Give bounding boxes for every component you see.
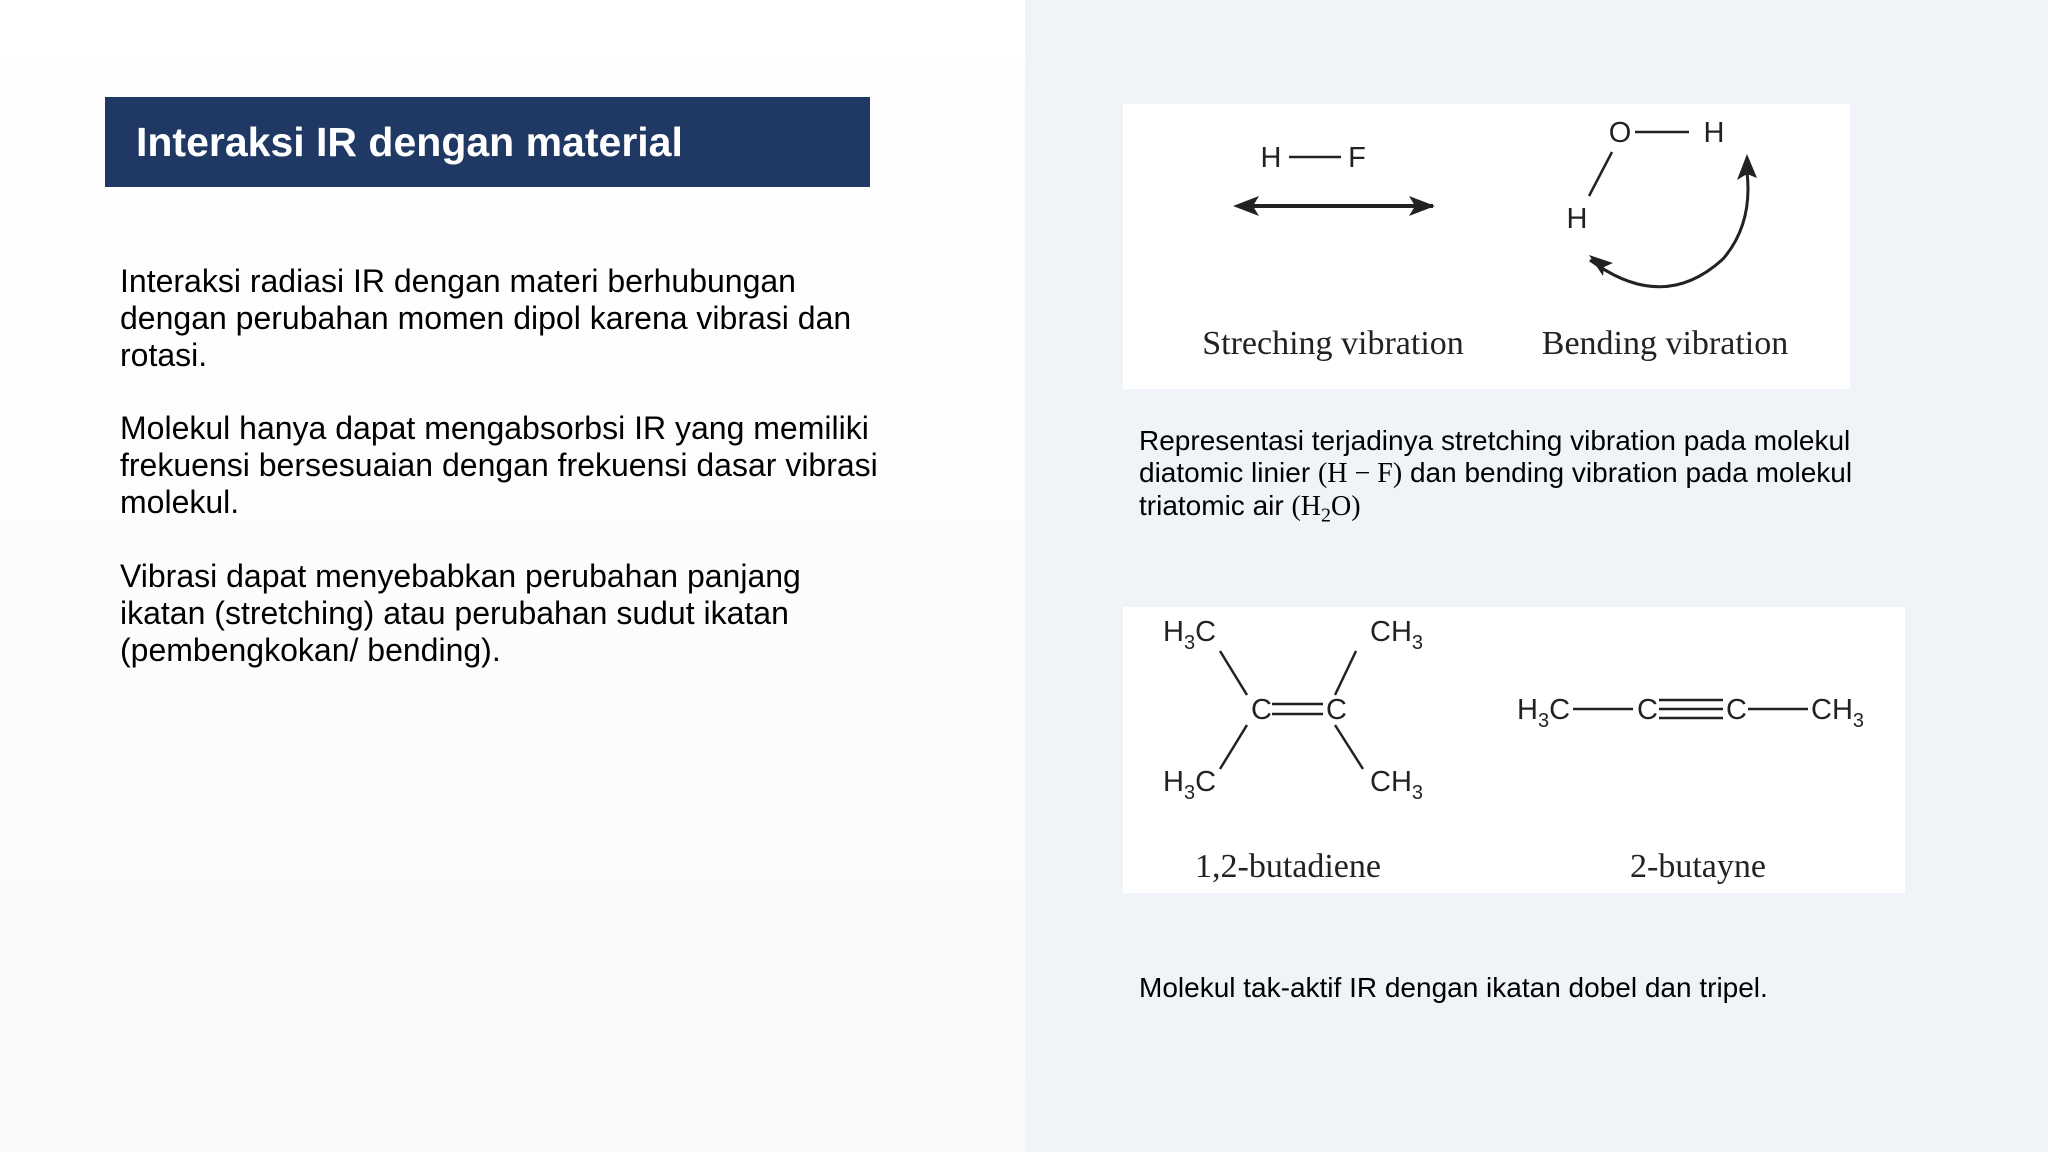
bending-label: Bending vibration [1541, 325, 1789, 362]
h3c-bottom-left: $H_3C$ [1163, 766, 1217, 804]
bend-arrow-icon [1589, 154, 1757, 287]
vibration-diagram [1123, 104, 1850, 389]
atom-h-bottom: H [1566, 203, 1588, 235]
ch3-top-right: $CH_3$ [1370, 616, 1424, 654]
h3c-top-left: $H_3C$ [1163, 616, 1217, 654]
butyne-carbon-right: C [1726, 694, 1747, 726]
molecules-diagram [1123, 607, 1905, 893]
vibration-figure [1123, 104, 1850, 389]
atom-h-top: H [1703, 117, 1725, 149]
caption1-text-a: Representasi terjadinya stretching vibration pada molekul diatomic linier [1139, 425, 1851, 488]
butadiene-label: 1,2-butadiene [1195, 848, 1381, 885]
molecules-caption: Molekul tak-aktif IR dengan ikatan dobel dan tripel. [1139, 972, 1768, 1003]
oh-bond-angled [1589, 152, 1612, 196]
atom-o: O [1608, 117, 1632, 149]
h2o-molecule [1567, 117, 1725, 235]
butyne-ch3: $CH_3$ [1811, 694, 1865, 732]
caption1-math-h2o: $(H_2O)$ [1291, 491, 1361, 527]
butadiene-structure [1163, 616, 1423, 804]
caption1-math-hf: (H − F) [1317, 458, 1403, 489]
carbon-right: C [1326, 694, 1347, 726]
butyne-h3c: $H_3C$ [1517, 694, 1571, 732]
paragraph-vibration-types: Vibrasi dapat menyebabkan perubahan panjang ikatan (stretching) atau perubahan sudut ikatan (pembengkokan/ bending). [120, 558, 801, 668]
paragraph-absorption: Molekul hanya dapat mengabsorbsi IR yang memiliki frekuensi bersesuaian dengan frekuensi dasar vibrasi molekul. [120, 410, 878, 520]
paragraph-dipole: Interaksi radiasi IR dengan materi berhubungan dengan perubahan momen dipol karena vibrasi dan rotasi. [120, 263, 852, 373]
slide-title: Interaksi IR dengan material [136, 118, 683, 165]
ch3-bottom-right: $CH_3$ [1370, 766, 1424, 804]
atom-h: H [1260, 142, 1282, 174]
carbon-left: C [1251, 694, 1272, 726]
atom-f: F [1348, 142, 1366, 174]
butyne-structure [1517, 694, 1864, 732]
molecules-figure [1123, 607, 1905, 893]
hf-molecule [1261, 142, 1366, 174]
stretching-label: Streching vibration [1202, 325, 1464, 362]
vibration-caption [1139, 425, 1899, 532]
butyne-label: 2-butayne [1630, 848, 1766, 885]
title-bar [105, 97, 870, 187]
caption1-text-b: dan bending vibration pada molekul triatomic air [1139, 457, 1853, 521]
butyne-carbon-left: C [1637, 694, 1658, 726]
stretch-arrow-icon [1233, 196, 1435, 216]
